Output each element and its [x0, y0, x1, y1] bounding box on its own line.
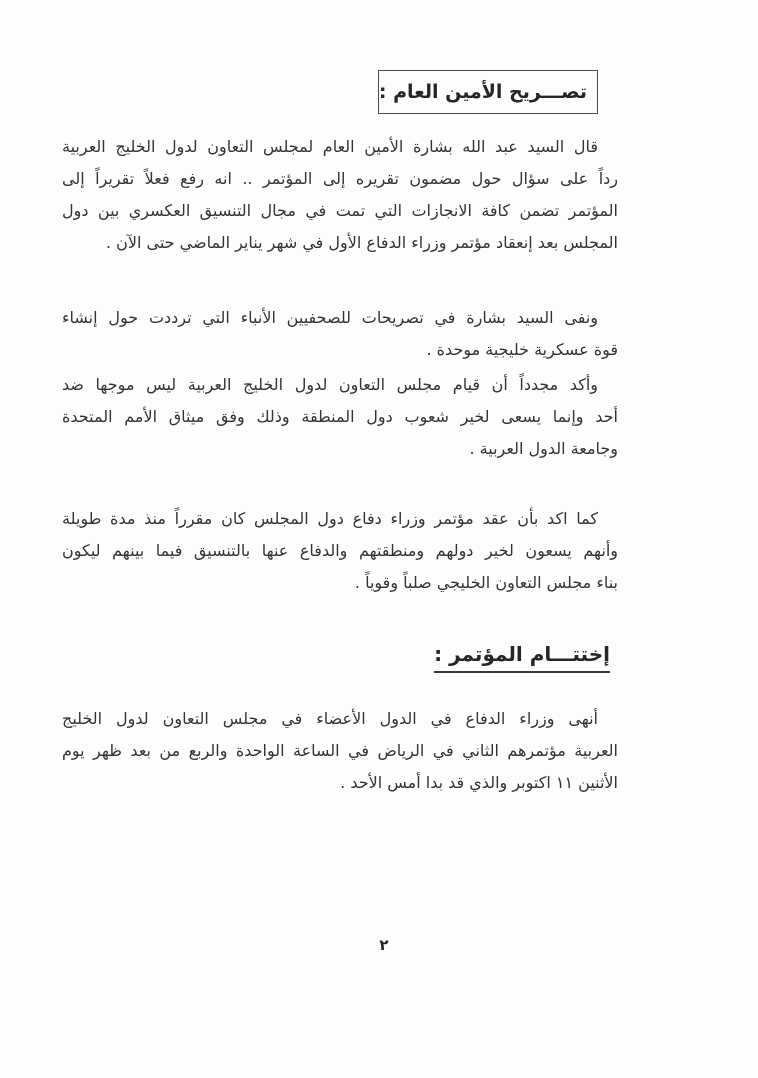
text-line: ونفى السيد بشارة في تصريحات للصحفيين الأنباء التي ترددت حول إنشاء [62, 308, 598, 327]
statement-heading-box [378, 70, 598, 114]
statement-paragraph-1 [62, 131, 618, 259]
conclusion-paragraph [62, 703, 618, 799]
text-line: كما اكد بأن عقد مؤتمر وزراء دفاع دول المجلس كان مقرراً منذ مدة طويلة [62, 509, 598, 528]
text-line: رداً على سؤال حول مضمون تقريره إلى المؤتمر .. انه رفع فعلاً تقريراً إلى [62, 169, 618, 188]
conclusion-heading: إختتـــام المؤتمر : [434, 642, 610, 673]
text-line: العربية مؤتمرهم الثاني في الرياض في الساعة الواحدة والربع من بعد ظهر يوم [62, 741, 618, 760]
text-line: وأكد مجدداً أن قيام مجلس التعاون لدول الخليج العربية ليس موجها ضد [62, 375, 598, 394]
statement-heading-title: تصـــريح الأمين العام : [378, 81, 587, 103]
page-number: ٢ [379, 936, 389, 954]
text-line: المجلس بعد إنعقاد مؤتمر وزراء الدفاع الأول في شهر يناير الماضي حتى الآن . [105, 233, 618, 252]
text-line: الأثنين ١١ اكتوبر والذي قد بدا أمس الأحد . [340, 773, 618, 792]
text-line: المؤتمر تضمن كافة الانجازات التي تمت في مجال التنسيق العكسري بين دول [62, 201, 618, 220]
statement-paragraph-4 [62, 503, 618, 599]
text-line: بناء مجلس التعاون الخليجي صلباً وقوياً . [354, 573, 618, 592]
text-line: أحد وإنما يسعى لخير شعوب دول المنطقة وذلك وفق ميثاق الأمم المتحدة [62, 407, 618, 426]
statement-paragraph-3 [62, 369, 618, 465]
text-line: وأنهم يسعون لخير دولهم ومنطقتهم والدفاع عنها بالتنسيق فيما بينهم ليكون [62, 541, 618, 560]
text-line: وجامعة الدول العربية . [469, 439, 618, 458]
statement-paragraph-2 [62, 302, 618, 366]
text-line: قوة عسكرية خليجية موحدة . [426, 340, 618, 359]
text-line: قال السيد عبد الله بشارة الأمين العام لمجلس التعاون لدول الخليج العربية [62, 137, 598, 156]
text-line: أنهى وزراء الدفاع في الدول الأعضاء في مجلس التعاون لدول الخليج [62, 709, 598, 728]
